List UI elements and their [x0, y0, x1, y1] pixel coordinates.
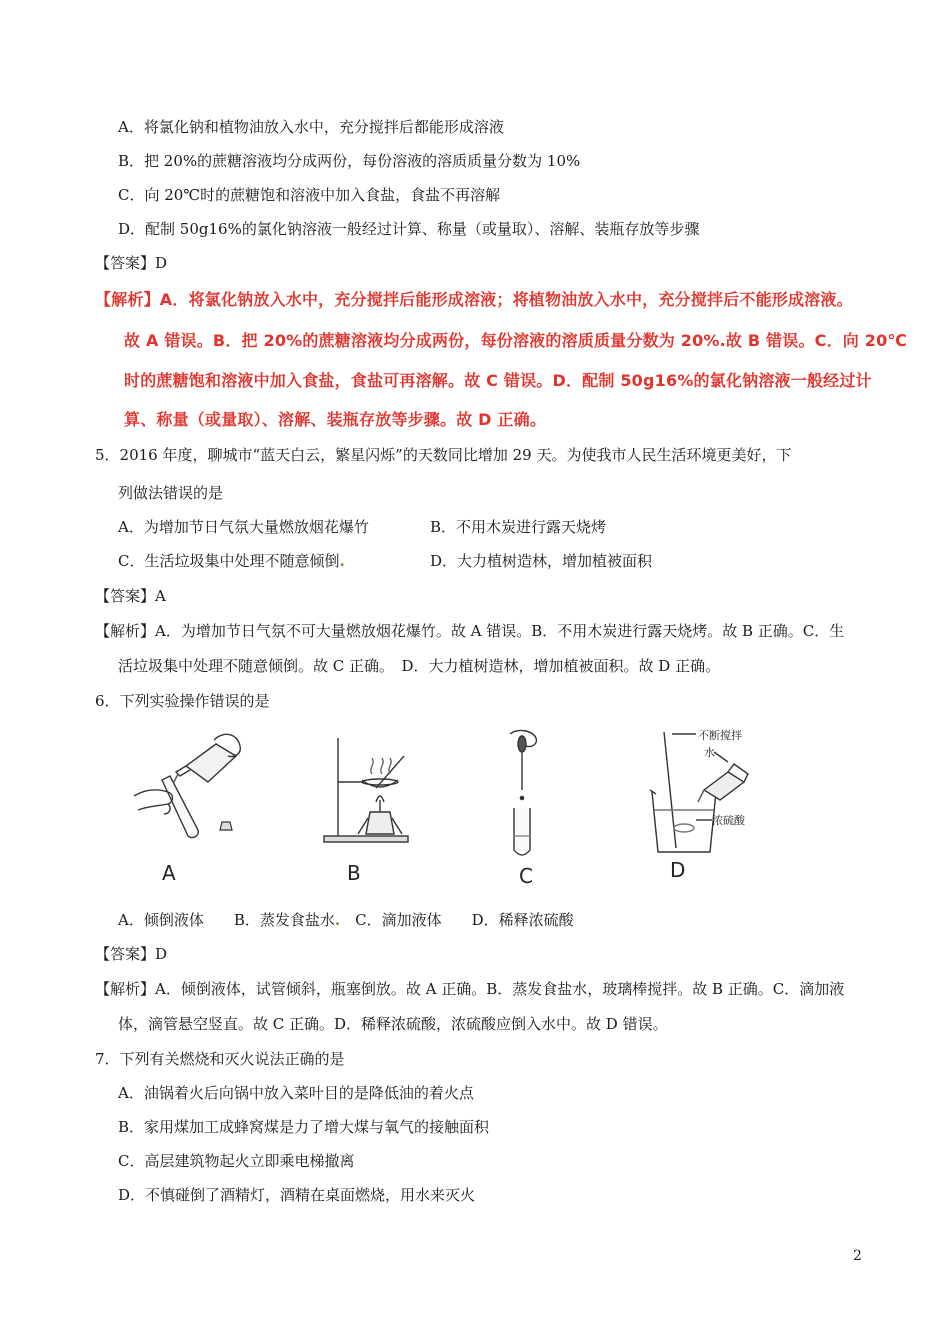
- q4-analysis-line-3: 时的蔗糖饱和溶液中加入食盐，食盐可再溶解。故 C 错误。D．配制 50g16%的氯化钠溶液一般经过计: [124, 371, 872, 390]
- q4-option-d: D．配制 50g16%的氯化钠溶液一般经过计算、称量（或量取）、溶解、装瓶存放等步骤: [118, 220, 700, 238]
- figure-b-evaporation: [318, 730, 418, 850]
- q5-option-c: C．生活垃圾集中处理不随意倾倒.: [118, 552, 345, 570]
- q5-analysis-line-1: 【解析】A．为增加节日气氛不可大量燃放烟花爆竹。故 A 错误。B．不用木炭进行露天烧烤。故 B 正确。C．生: [95, 622, 845, 640]
- q5-option-c-mark: .: [339, 552, 345, 570]
- q5-stem-line-1: 5．2016 年度，聊城市“蓝天白云，繁星闪烁”的天数同比增加 29 天。为使我市人民生活环境更美好，下: [95, 446, 792, 464]
- figure-label-c: C: [519, 864, 533, 888]
- q4-option-b: B．把 20%的蔗糖溶液均分成两份，每份溶液的溶质质量分数为 10%: [118, 152, 581, 170]
- page-number: 2: [853, 1248, 862, 1264]
- q5-stem-line-2: 列做法错误的是: [118, 484, 224, 502]
- figure-d-text-stir: 不断搅拌: [698, 729, 742, 742]
- figure-label-d: D: [670, 858, 686, 882]
- q5-option-b: B．不用木炭进行露天烧烤: [430, 518, 607, 536]
- q4-analysis-line-4: 算、称量（或量取）、溶解、装瓶存放等步骤。故 D 正确。: [124, 410, 547, 429]
- figure-d-text-water: 水: [704, 746, 715, 759]
- q7-option-c: C．高层建筑物起火立即乘电梯撤离: [118, 1152, 355, 1170]
- q6-stem: 6．下列实验操作错误的是: [95, 692, 270, 710]
- figure-d-diluting-acid: [648, 728, 792, 856]
- figure-a-pouring-liquid: [128, 726, 248, 846]
- q5-analysis-line-2: 活垃圾集中处理不随意倾倒。故 C 正确。 D．大力植树造林，增加植被面积。故 D 正确。: [118, 657, 721, 675]
- q4-analysis-line-2: 故 A 错误。B．把 20%的蔗糖溶液均分成两份，每份溶液的溶质质量分数为 20%.故 B 错误。C．向 20℃: [124, 331, 908, 350]
- q4-analysis-line-1: 【解析】A．将氯化钠放入水中，充分搅拌后能形成溶液；将植物油放入水中，充分搅拌后不能形成溶液。: [95, 290, 853, 309]
- figure-label-a: A: [162, 861, 176, 885]
- figure-label-b: B: [347, 861, 361, 885]
- q6-options-mark: .: [334, 911, 341, 929]
- q7-option-d: D．不慎碰倒了酒精灯，酒精在桌面燃烧，用水来灭火: [118, 1186, 476, 1204]
- q6-analysis-line-1: 【解析】A．倾倒液体，试管倾斜，瓶塞倒放。故 A 正确。B．蒸发食盐水，玻璃棒搅拌。故 B 正确。C．滴加液: [95, 980, 845, 998]
- q5-option-d: D．大力植树造林，增加植被面积: [430, 552, 653, 570]
- q4-answer: 【答案】D: [95, 254, 168, 272]
- q6-answer: 【答案】D: [95, 945, 168, 963]
- q4-option-a: A．将氯化钠和植物油放入水中，充分搅拌后都能形成溶液: [118, 118, 504, 136]
- figure-c-dropping-liquid: [492, 728, 552, 860]
- q7-option-a: A．油锅着火后向锅中放入菜叶目的是降低油的着火点: [118, 1084, 474, 1102]
- q6-options: A．倾倒液体 B．蒸发食盐水. C．滴加液体 D．稀释浓硫酸: [118, 911, 574, 929]
- q5-option-a: A．为增加节日气氛大量燃放烟花爆竹: [118, 518, 369, 536]
- q7-stem: 7．下列有关燃烧和灭火说法正确的是: [95, 1050, 345, 1068]
- q5-answer: 【答案】A: [95, 587, 166, 605]
- q6-analysis-line-2: 体，滴管悬空竖直。故 C 正确。D．稀释浓硫酸，浓硫酸应倒入水中。故 D 错误。: [118, 1015, 668, 1033]
- q4-option-c: C．向 20℃时的蔗糖饱和溶液中加入食盐，食盐不再溶解: [118, 186, 501, 204]
- figure-d-text-acid: 浓硫酸: [712, 814, 745, 827]
- q7-option-b: B．家用煤加工成蜂窝煤是力了增大煤与氧气的接触面积: [118, 1118, 490, 1136]
